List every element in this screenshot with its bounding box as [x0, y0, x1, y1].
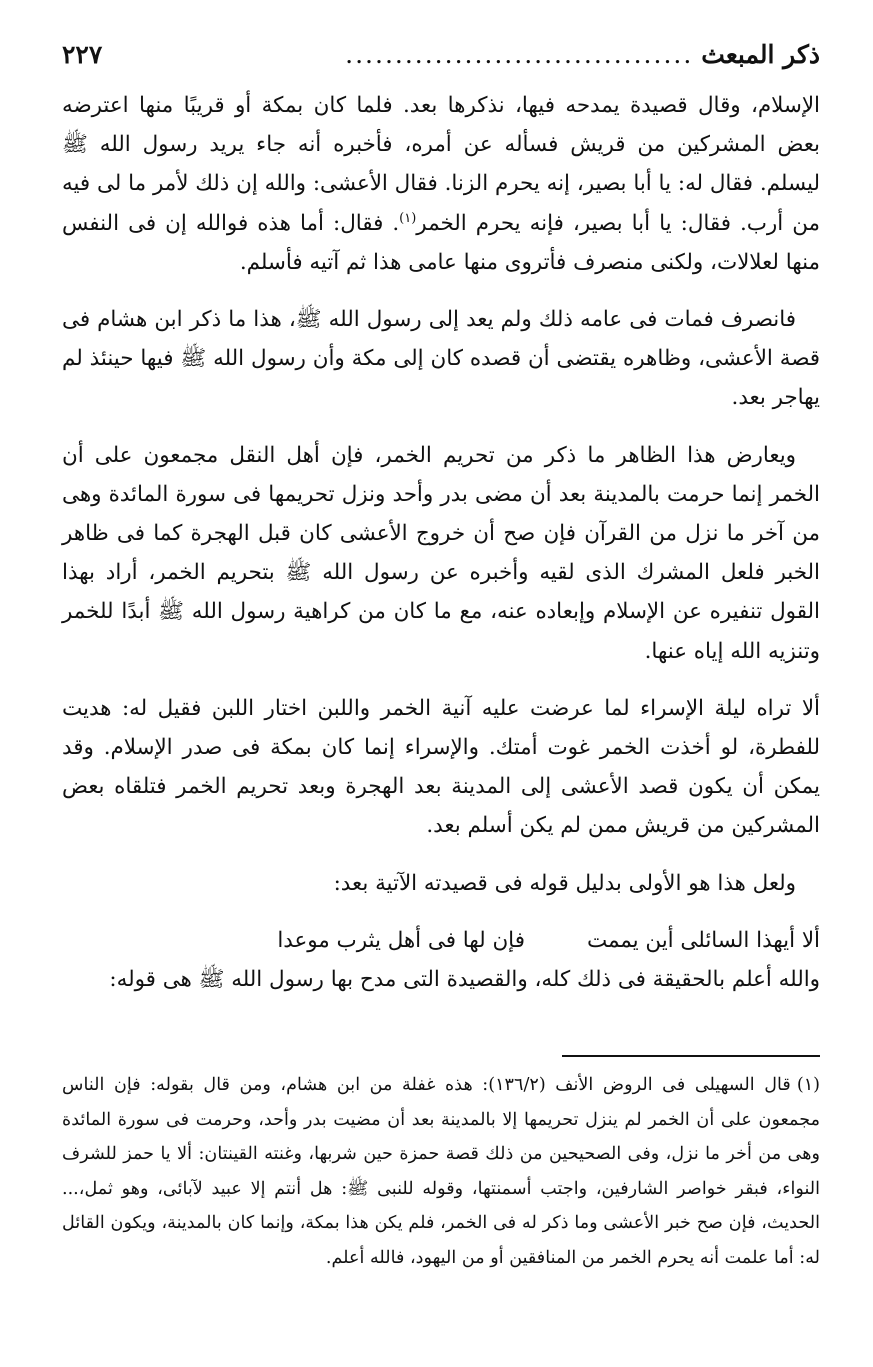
poem-verse: [62, 921, 820, 960]
paragraph-5: ولعل هذا هو الأولى بدليل قوله فى قصيدته الآتية بعد:: [333, 870, 796, 896]
poem-first-hemistich: ألا أيهذا السائلى أين يممت: [586, 927, 820, 953]
chapter-title: ذكر المبعث: [701, 40, 820, 69]
paragraph-1: [62, 86, 820, 282]
main-text: [62, 86, 820, 999]
poem-second-hemistich: فإن لها فى أهل يثرب موعدا: [277, 927, 525, 953]
paragraph-1-text-b: . فقال: أما هذه فوالله إن فى النفس منها لعلالات، ولكنى منصرف فأتروى منها عامى هذا ثم آتيه فأسلم.: [62, 210, 820, 275]
footnote-marker[interactable]: (١): [399, 210, 417, 226]
paragraph-3: ويعارض هذا الظاهر ما ذكر من تحريم الخمر، فإن أهل النقل مجمعون على أن الخمر إنما حرمت بالمدينة بعد أن مضى بدر وأحد ونزل تحريمها فى سورة المائدة وهى من آخر ما نزل من القرآن فإن صح أن خروج الأعشى كان قبل الهجرة كما فى ظاهر الخبر فلعل المشرك الذى لقيه وأخبره عن رسول الله ﷺ بتحريم الخمر، أراد بهذا القول تنفيره عن الإسلام وإبعاده عنه، مع ما كان من كراهية رسول الله ﷺ أبدًا للخمر وتنزيه الله إياه عنها.: [62, 442, 820, 664]
paragraph-4: ألا تراه ليلة الإسراء لما عرضت عليه آنية الخمر واللبن اختار اللبن فقيل له: هديت للفطرة، لو أخذت الخمر غوت أمتك. والإسراء إنما كان بمكة فى صدر الإسلام. وقد يمكن أن يكون قصد الأعشى إلى المدينة بعد الهجرة وبعد تحريم الخمر فتلقاه بعض المشركين من قريش ممن لم يكن أسلم بعد.: [62, 695, 820, 839]
running-header: [62, 40, 820, 80]
footnote-text: قال السهيلى فى الروض الأنف (١٣٦/٢): هذه غفلة من ابن هشام، ومن قال بقوله: فإن الناس مجمعون على أن الخمر لم ينزل تحريمها إلا بالمدينة بعد أن مضيت بدر وأحد، وحرمت فى سورة المائدة وهى من أخر ما نزل، وفى الصحيحين من ذلك قصة حمزة حين شربها، وغنته القينتان: ألا يا حمز للشرف النواء، فبقر خواصر الشارفين، واجتب أسمنتها، وقوله للنبى ﷺ: هل أنتم إلا عبيد لآبائى، وهو ثمل،... الحديث، فإن صح خبر الأعشى وما ذكر له فى الخمر، فلم يكن هذا بمكة، وإنما كان بالمدينة، ويكون القائل له: أما علمت أنه يحرم الخمر من المنافقين أو من اليهود، فالله أعلم.: [62, 1075, 820, 1268]
header-leader-dots: ...................................: [345, 40, 694, 69]
paragraph-2: فانصرف فمات فى عامه ذلك ولم يعد إلى رسول الله ﷺ، هذا ما ذكر ابن هشام فى قصة الأعشى، وظاهره يقتضى أن قصده كان إلى مكة وأن رسول الله ﷺ فيها حينئذ لم يهاجر بعد.: [62, 307, 820, 411]
paragraph-1-text-a: الإسلام، وقال قصيدة يمدحه فيها، نذكرها بعد. فلما كان بمكة أو قريبًا منها اعترضه بعض المشركين من قريش فسأله عن أمره، فأخبره أنه جاء يريد رسول الله ﷺ ليسلم. فقال له: يا أبا بصير، إنه يحرم الزنا. فقال الأعشى: والله إن ذلك لأمر ما لى فيه من أرب. فقال: يا أبا بصير، فإنه يحرم الخمر: [62, 93, 820, 236]
paragraph-6: والله أعلم بالحقيقة فى ذلك كله، والقصيدة التى مدح بها رسول الله ﷺ هى قوله:: [109, 967, 820, 993]
footnote: [62, 1068, 820, 1276]
page-number: ٢٢٧: [62, 40, 103, 69]
footnote-paragraph: [62, 1068, 820, 1276]
footnote-label: (١): [796, 1075, 821, 1095]
footnote-separator: [562, 1055, 820, 1057]
